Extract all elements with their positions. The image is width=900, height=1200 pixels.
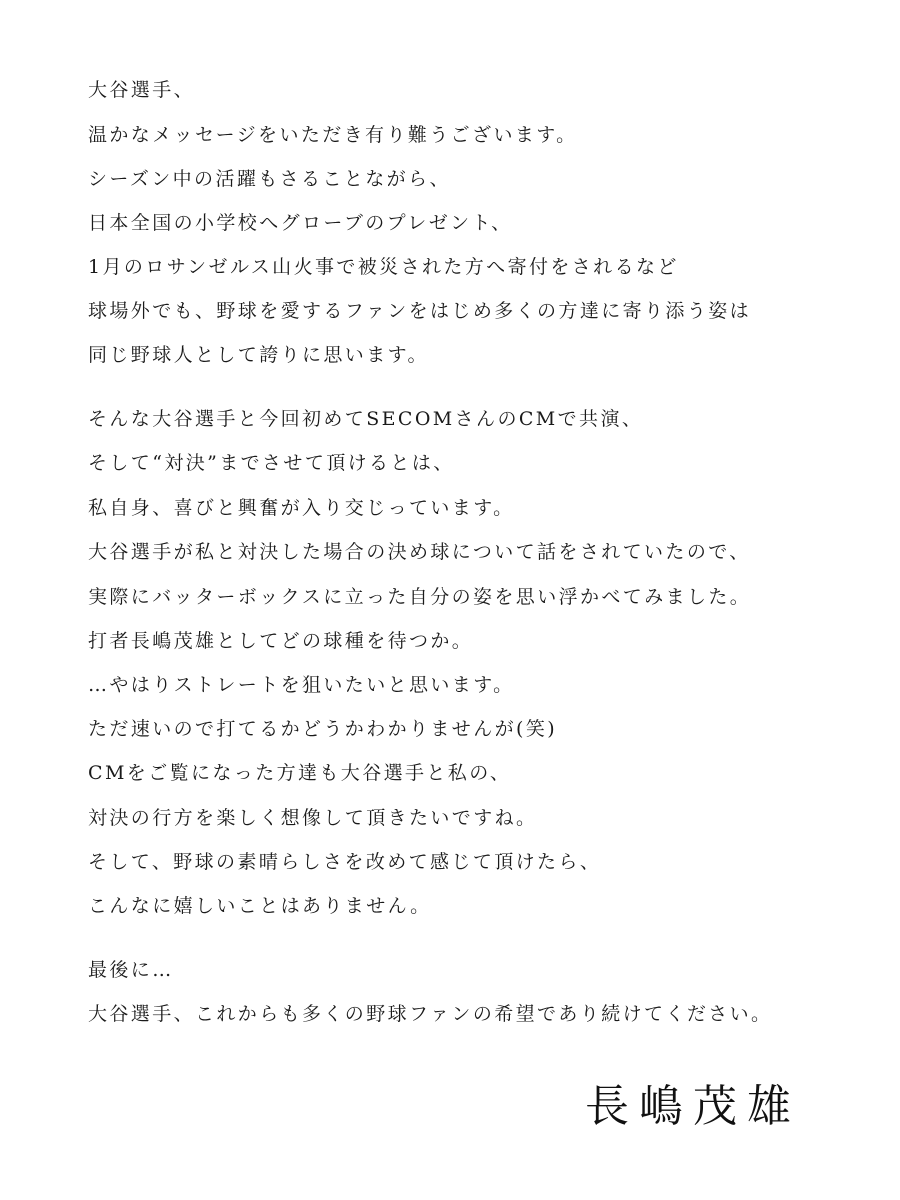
letter-line: 実際にバッターボックスに立った自分の姿を思い浮かべてみました。 bbox=[88, 586, 752, 608]
signature: 長嶋茂雄 bbox=[585, 1081, 801, 1132]
letter-line: 大谷選手、これからも多くの野球ファンの希望であり続けてください。 bbox=[88, 1003, 773, 1025]
letter-line: 温かなメッセージをいただき有り難うございます。 bbox=[88, 124, 578, 146]
letter-line: 大谷選手が私と対決した場合の決め球について話をされていたので、 bbox=[88, 541, 751, 563]
letter-line: 対決の行方を楽しく想像して頂きたいですね。 bbox=[88, 807, 538, 829]
letter-line: …やはりストレートを狙いたいと思います。 bbox=[88, 674, 515, 696]
letter-line: 大谷選手、 bbox=[88, 79, 196, 101]
letter-line: 打者長嶋茂雄としてどの球種を待つか。 bbox=[88, 630, 474, 652]
letter-line: そんな大谷選手と今回初めてSECOMさんのCMで共演、 bbox=[88, 408, 644, 430]
letter-line: 私自身、喜びと興奮が入り交じっています。 bbox=[88, 497, 515, 519]
letter-line: 日本全国の小学校へグローブのプレゼント、 bbox=[88, 212, 513, 234]
letter-line: シーズン中の活躍もさることながら、 bbox=[88, 168, 451, 190]
letter-line: ただ速いので打てるかどうかわかりませんが(笑) bbox=[88, 718, 558, 740]
letter-line: そして“対決”までさせて頂けるとは、 bbox=[88, 452, 455, 474]
letter-line: こんなに嬉しいことはありません。 bbox=[88, 895, 432, 917]
letter-line: 最後に… bbox=[88, 959, 174, 981]
letter-line: CMをご覧になった方達も大谷選手と私の、 bbox=[88, 762, 512, 784]
letter-line: 同じ野球人として誇りに思います。 bbox=[88, 344, 429, 366]
letter-line: 1月のロサンゼルス山火事で被災された方へ寄付をされるなど bbox=[88, 256, 679, 278]
letter-line: そして、野球の素晴らしさを改めて感じて頂けたら、 bbox=[88, 851, 602, 873]
letter-line: 球場外でも、野球を愛するファンをはじめ多くの方達に寄り添う姿は bbox=[88, 300, 752, 322]
